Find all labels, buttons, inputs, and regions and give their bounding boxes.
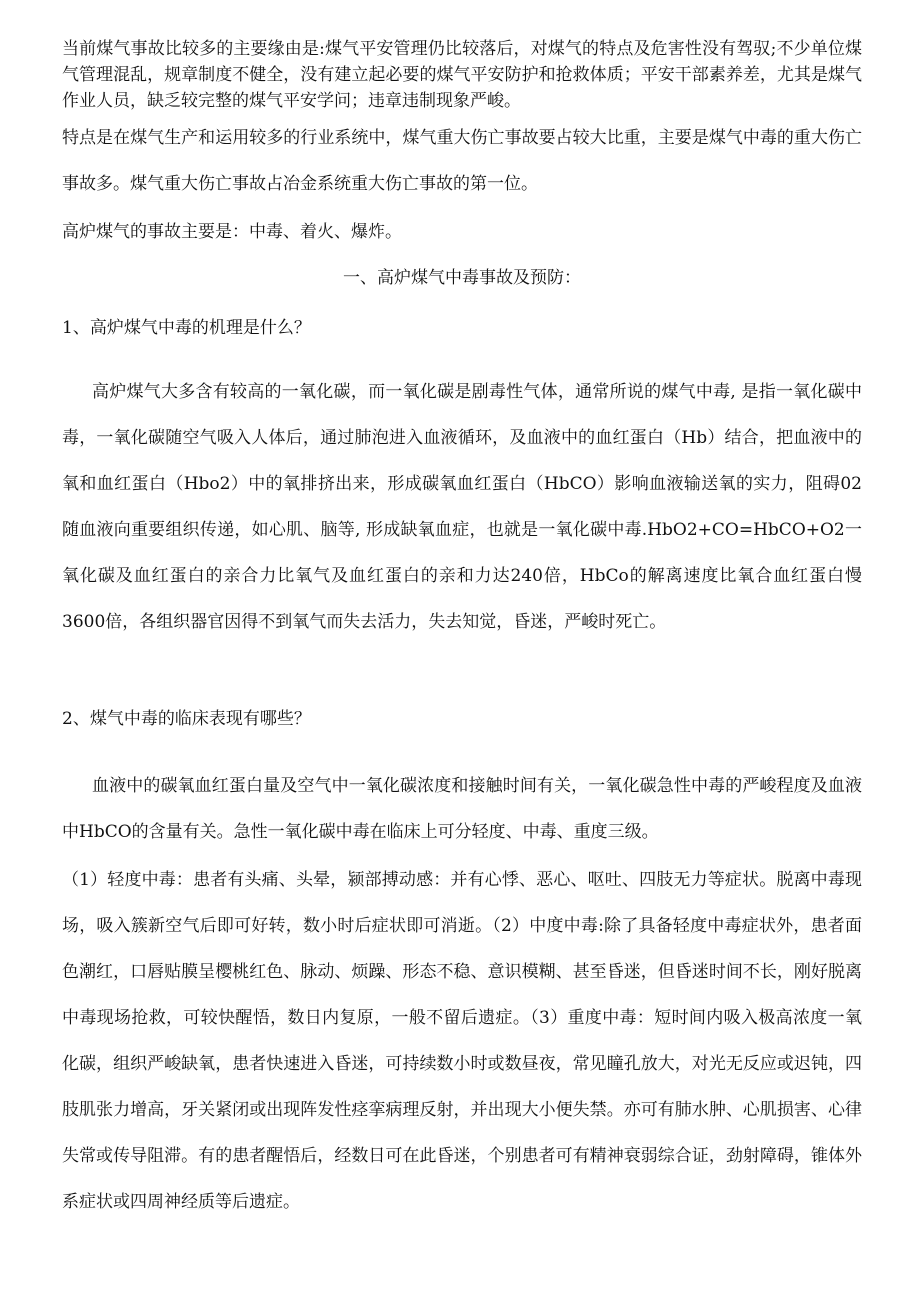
question-2-heading: 2、煤气中毒的临床表现有哪些？ [62,709,311,729]
answer-1-paragraph: 高炉煤气大多含有较高的一氧化碳，而一氧化碳是剧毒性气体，通常所说的煤气中毒, 是指一氧化碳中毒，一氧化碳随空气吸入人体后，通过肺泡进入血液循环，及血液中的血红蛋白（Hb）结合，把血液中的氧和血红蛋白（Hbo2）中的氧排挤出来，形成碳氧血红蛋白（HbCO）影响血液输送氧的实力，阻碍02随血液向重要组织传递，如心肌、脑等, 形成缺氧血症，也就是一氧化碳中毒.HbO2+CO=HbCO+O2一氧化碳及血红蛋白的亲合力比氧气及血红蛋白的亲和力达240倍，HbCo的解离速度比氧合血红蛋白慢3600倍，各组织器官因得不到氧气而失去活力，失去知觉，昏迷，严峻时死亡。 [62,382,862,632]
answer-2-severity-levels: （1）轻度中毒：患者有头痛、头晕，颍部搏动感：并有心悸、恶心、呕吐、四肢无力等症状。脱离中毒现场，吸入簇新空气后即可好转，数小时后症状即可消逝。（2）中度中毒:除了具备轻度中毒症状外，患者面色潮红，口唇贴膜呈樱桃红色、脉动、烦躁、形态不稳、意识模糊、甚至昏迷，但昏迷时间不长，刚好脱离中毒现场抢救，可较快醒悟，数日内复原，一般不留后遗症。（3）重度中毒：短时间内吸入极高浓度一氧化碳，组织严峻缺氧，患者快速进入昏迷，可持续数小时或数昼夜，常见瞳孔放大，对光无反应或迟钝，四肢肌张力增高，牙关紧闭或出现阵发性痉挛病理反射，并出现大小便失禁。亦可有肺水肿、心肌损害、心律失常或传导阻滞。有的患者醒悟后，经数日可在此昏迷，个别患者可有精神衰弱综合证，劲射障碍，锥体外系症状或四周神经质等后遗症。 [62,870,862,1212]
intro-paragraph-accident-types: 高炉煤气的事故主要是：中毒、着火、爆炸。 [62,222,402,242]
section-title: 一、高炉煤气中毒事故及预防： [343,268,581,288]
question-1-heading: 1、高炉煤气中毒的机理是什么？ [62,318,311,338]
intro-paragraph-characteristics: 特点是在煤气生产和运用较多的行业系统中，煤气重大伤亡事故要占较大比重，主要是煤气中毒的重大伤亡事故多。煤气重大伤亡事故占冶金系统重大伤亡事故的第一位。 [62,128,862,194]
intro-paragraph-causes: 当前煤气事故比较多的主要缘由是:煤气平安管理仍比较落后，对煤气的特点及危害性没有驾驭;不少单位煤气管理混乱，规章制度不健全，没有建立起必要的煤气平安防护和抢救体质；平安干部素养差，尤其是煤气作业人员，缺乏较完整的煤气平安学问；违章违制现象严峻。 [62,39,862,111]
answer-2-paragraph: 血液中的碳氧血红蛋白量及空气中一氧化碳浓度和接触时间有关，一氧化碳急性中毒的严峻程度及血液中HbCO的含量有关。急性一氧化碳中毒在临床上可分轻度、中毒、重度三级。 [62,776,862,842]
